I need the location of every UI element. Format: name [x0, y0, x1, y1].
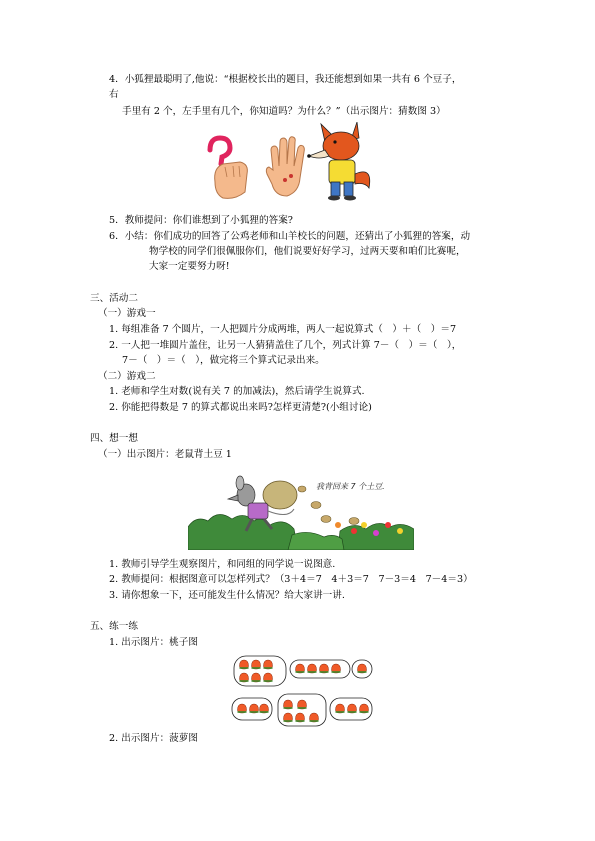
game-1-heading: （一）游戏一: [98, 308, 156, 319]
game-2-step-1: 1. 老师和学生对数(说有关 7 的加减法)，然后请学生说算式.: [109, 386, 365, 397]
peach-groups-image: [228, 652, 374, 728]
fox-character-icon: [307, 122, 370, 201]
section-3-heading: 三、活动二: [90, 293, 138, 304]
item-6-line-1: 6．小结：你们成功的回答了公鸡老师和山羊校长的问题，还猜出了小狐狸的答案，动: [109, 231, 471, 242]
guess-number-image: [205, 122, 375, 202]
potato-icon: [349, 518, 359, 525]
game-1-step-1: 1. 每组准备 7 个圆片，一人把圆片分成两堆，两人一起说算式（ ）＋（ ）＝7: [109, 324, 457, 335]
item-4-line-2: 右: [109, 89, 119, 100]
fist-hand-icon: [215, 162, 248, 198]
item-6-line-2: 物学校的同学们很佩服你们，他们说要好好学习，过两天要和咱们比赛呢，: [149, 246, 466, 257]
game-1-step-2-line-2: 7－（ ）＝（ ），做完将三个算式记录出来。: [122, 355, 325, 366]
potato-icon: [298, 486, 306, 492]
section-4-heading: 四、想一想: [90, 433, 138, 444]
item-5: 5．教师提问：你们谁想到了小狐狸的答案?: [109, 215, 293, 226]
game-2-heading: （二）游戏二: [98, 371, 156, 382]
potato-icon: [321, 516, 331, 523]
practice-2: 2. 出示图片：菠萝图: [109, 733, 198, 744]
open-hand-icon: [266, 137, 304, 196]
item-4-line-1: 4．小狐狸最聪明了,他说：“根据校长出的题目，我还能想到如果一共有 6 个豆子，: [109, 74, 462, 85]
mouse-caption: 我背回来 7 个土豆.: [316, 482, 385, 491]
think-1-heading: （一）出示图片：老鼠背土豆 1: [98, 449, 232, 460]
mouse-carrying-potatoes-image: [188, 475, 414, 550]
potato-icon: [311, 502, 321, 509]
think-step-2: 2. 教师提问：根据图意可以怎样列式？（3＋4＝7 4＋3＝7 7－3＝4 7－4＝3）: [109, 574, 473, 585]
think-step-3: 3. 请你想象一下，还可能发生什么情况？给大家讲一讲.: [109, 590, 345, 601]
practice-1: 1. 出示图片：桃子图: [109, 637, 198, 648]
think-step-1: 1. 教师引导学生观察图片，和同组的同学说一说图意.: [109, 559, 336, 570]
item-6-line-3: 大家一定要努力呀!: [149, 261, 230, 272]
game-1-step-2-line-1: 2. 一人把一堆圆片盖住，让另一人猜猜盖住了几个，列式计算 7－（ ）＝（ ），: [109, 340, 462, 351]
item-4-line-3: 手里有 2 个，左手里有几个，你知道吗？为什么？”（出示图片：猜数图 3）: [122, 106, 446, 117]
section-5-heading: 五、练一练: [90, 621, 138, 632]
game-2-step-2: 2. 你能把得数是 7 的算式都说出来吗?怎样更清楚?(小组讨论): [109, 402, 372, 413]
